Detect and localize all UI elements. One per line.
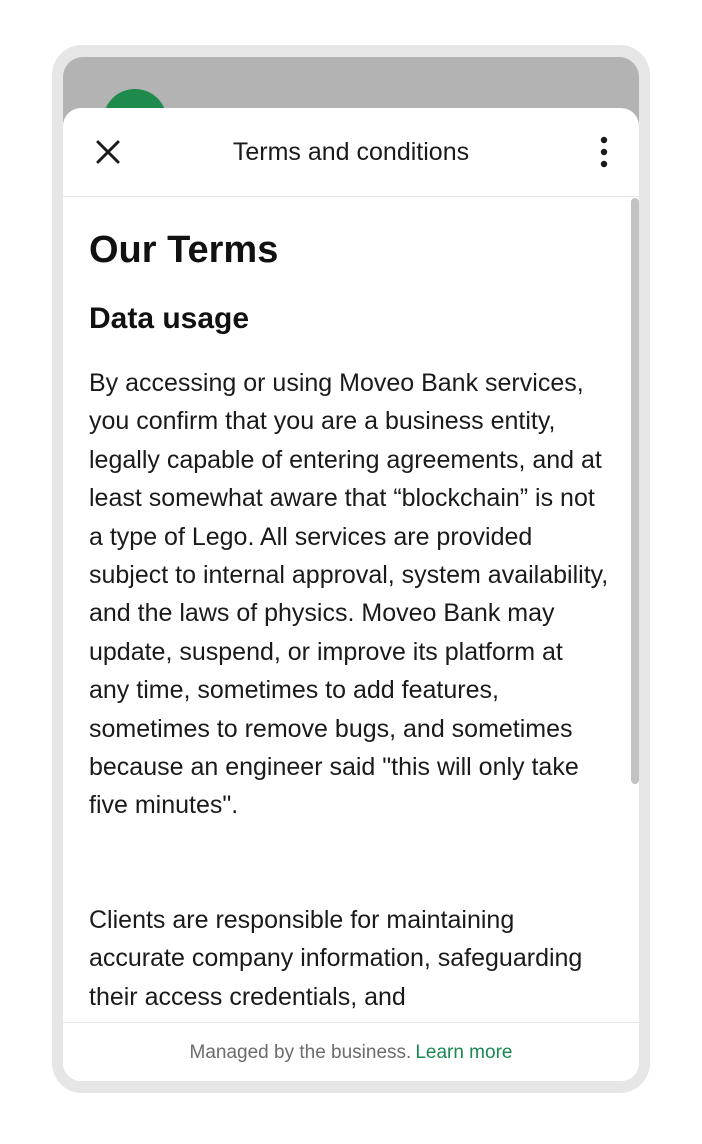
terms-paragraph: By accessing or using Moveo Bank services, you confirm that you are a business entity, legally capable of entering agreements, and at least somewhat aware that “blockchain” is not a type of Lego. All services are provided subject to internal approval, system availability, and the laws of physics. Moveo Bank may update, suspend, or improve its platform at any time, sometimes to add features, sometimes to remove bugs, and sometimes because an engineer said "this will only take five minutes". (89, 369, 609, 820)
more-vertical-icon (587, 134, 621, 170)
scrollbar[interactable] (631, 198, 639, 784)
terms-content[interactable] (63, 197, 639, 1022)
section-title: Data usage (89, 302, 250, 335)
sheet-footer (63, 1022, 639, 1081)
terms-sheet (63, 108, 639, 1081)
sheet-title: Terms and conditions (232, 138, 470, 166)
page-title: Our Terms (89, 229, 279, 271)
footer-text: Managed by the business. (189, 1042, 412, 1063)
sheet-header (63, 108, 639, 197)
terms-paragraph-2: Clients are responsible for maintaining accurate company information, safeguarding their access credentials, and (89, 906, 583, 1011)
learn-more-link[interactable]: Learn more (415, 1042, 513, 1063)
more-options-button[interactable] (587, 134, 621, 170)
